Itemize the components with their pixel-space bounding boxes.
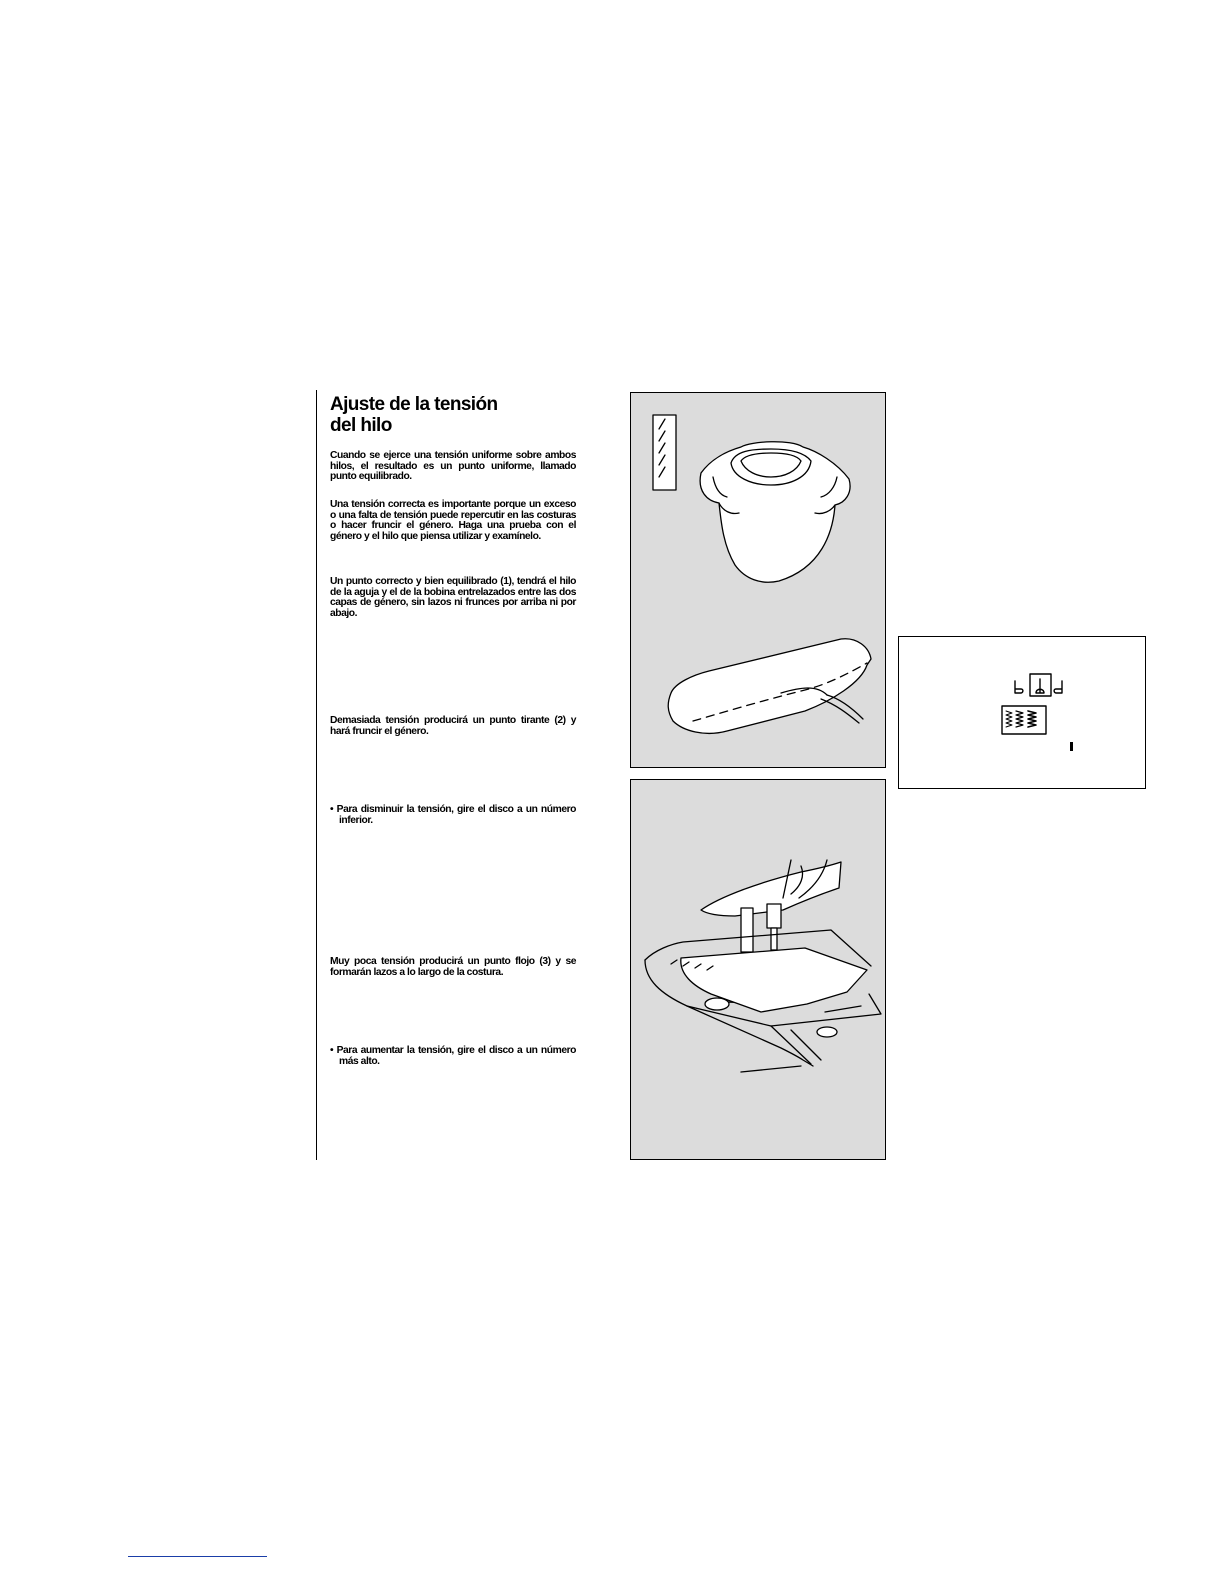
paragraph-correct-tension: Una tensión correcta es importante porque un exceso o una falta de tensión puede repercutir en las costuras o hacer fruncir el género. Haga una prueba con el género y el hilo que piensa utilizar y examínelo. [330,499,576,542]
machine-settings-diagram [899,637,1147,790]
footer-rule [128,1556,267,1557]
stitch-length-mark-icon [1070,742,1073,751]
paragraph-too-much-tension: Demasiada tensión producirá un punto tirante (2) y hará fruncir el género. [330,715,576,737]
zigzag-stitch-icon [1002,706,1046,734]
paragraph-balanced-stitch: Cuando se ejerce una tensión uniforme sobre ambos hilos, el resultado es un punto uniforme, llamado punto equilibrado. [330,450,576,483]
straight-stitch-swatch-icon [653,415,676,490]
column-divider [316,390,317,1160]
needle-position-icons [1015,674,1062,696]
bullet-decrease-tension: • Para disminuir la tensión, gire el disco a un número inferior. [330,804,576,826]
settings-panel [898,636,1146,789]
section-title [330,394,590,436]
bullet-increase-tension: • Para aumentar la tensión, gire el disco a un número más alto. [330,1045,576,1067]
title-line-1: Ajuste de la tensión [330,394,498,415]
fabric-illustration [631,393,887,769]
illustration-panel-top [630,392,886,768]
title-line-2: del hilo [330,415,392,436]
illustration-panel-bottom [630,779,886,1160]
paragraph-too-little-tension: Muy poca tensión producirá un punto flojo (3) y se formarán lazos a lo largo de la costura. [330,956,576,978]
presser-foot-illustration [631,780,887,1161]
paragraph-correct-stitch: Un punto correcto y bien equilibrado (1), tendrá el hilo de la aguja y el de la bobina entrelazados entre las dos capas de género, sin lazos ni frunces por arriba ni por abajo. [330,576,576,619]
